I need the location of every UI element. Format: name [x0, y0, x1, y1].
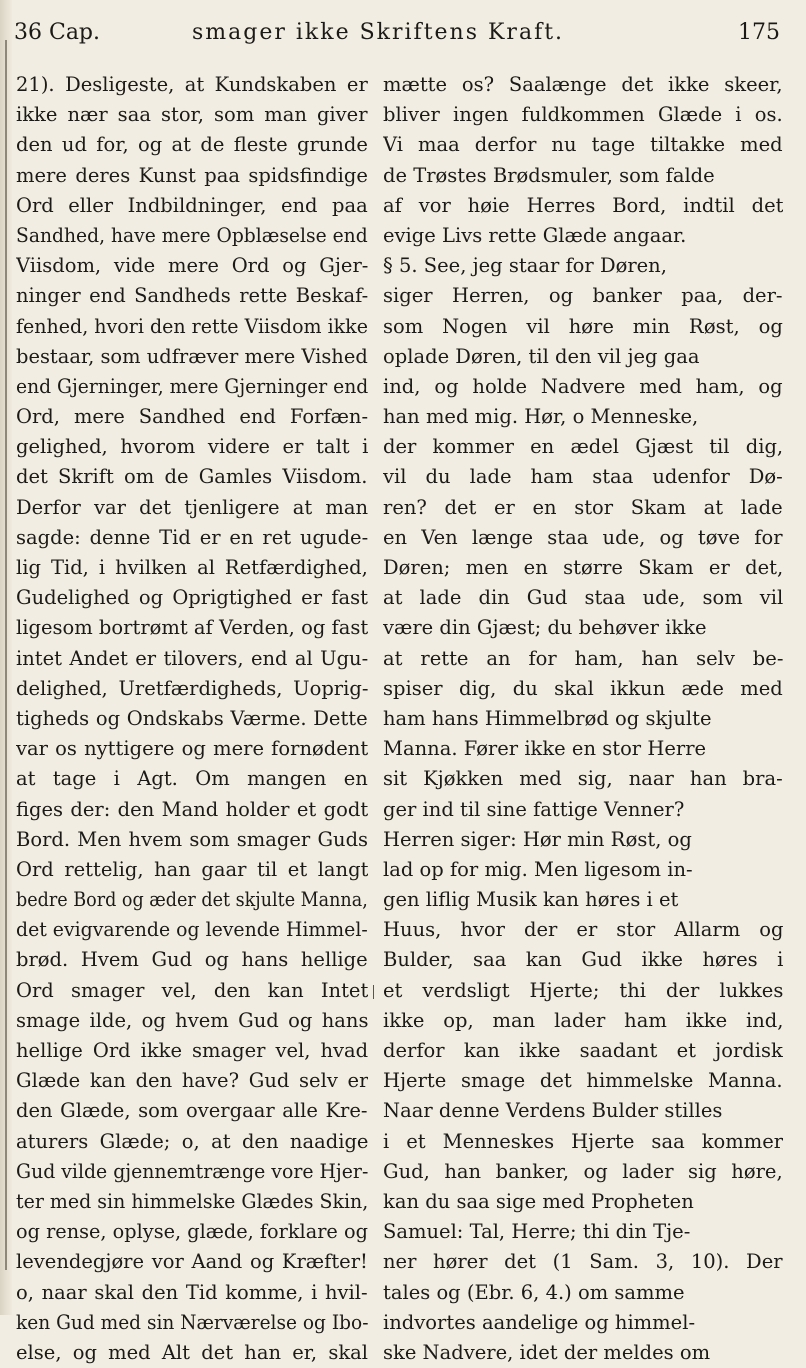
text-line: han med mig. Hør, o Menneske, — [383, 405, 699, 429]
text-line: de Trøstes Brødsmuler, som falde — [383, 163, 715, 187]
text-line: af vor høie Herres Bord, indtil det — [383, 193, 783, 217]
text-line: Glæde kan den have? Gud selv er — [16, 1069, 368, 1093]
text-line: Herren siger: Hør min Røst, og — [383, 827, 692, 851]
text-line: Vi maa derfor nu tage tiltakke med — [383, 133, 783, 157]
text-line: smage ilde, og hvem Gud og hans — [16, 1008, 368, 1032]
text-line: sagde: denne Tid er en ret ugude- — [16, 525, 368, 549]
text-line: tales og (Ebr. 6, 4.) om samme — [383, 1280, 685, 1304]
text-line: Bord. Men hvem som smager Guds — [16, 827, 368, 851]
text-line: ind, og holde Nadvere med ham, og — [383, 374, 783, 398]
text-line: levendegjøre vor Aand og Kræfter! — [16, 1250, 368, 1274]
text-line: aturers Glæde; o, at den naadige — [16, 1129, 368, 1153]
text-line: Ord, mere Sandhed end Forfæn- — [16, 405, 368, 429]
text-line: ger ind til sine fattige Venner? — [383, 797, 685, 821]
page-number: 175 — [738, 20, 780, 45]
text-line: være din Gjæst; du behøver ikke — [383, 616, 707, 640]
text-line: Bulder, saa kan Gud ikke høres i — [383, 948, 783, 972]
text-line: ligesom bortrømt af Verden, og fast — [16, 616, 368, 640]
text-line: et verdsligt Hjerte; thi der lukkes — [383, 978, 783, 1002]
text-line: bliver ingen fuldkommen Glæde i os. — [383, 103, 783, 127]
text-line: hellige Ord ikke smager vel, hvad — [16, 1039, 368, 1062]
text-line: Derfor var det tjenligere at man — [16, 495, 368, 519]
text-line: der kommer en ædel Gjæst til dig, — [383, 435, 783, 459]
text-line: ninger end Sandheds rette Beskaf- — [16, 284, 368, 308]
text-line: Samuel: Tal, Herre; thi din Tje- — [383, 1220, 691, 1244]
text-line: ham hans Himmelbrød og skjulte — [383, 706, 712, 730]
text-line: ken Gud med sin Nærværelse og Ibo- — [16, 1310, 368, 1334]
text-line: ske Nadvere, idet der meldes om — [383, 1340, 711, 1364]
text-line: var os nyttigere og mere fornødent — [16, 737, 368, 761]
text-line: figes der: den Mand holder et godt — [16, 797, 368, 821]
text-line: § 5. See, jeg staar for Døren, — [383, 254, 667, 278]
text-line: det Skrift om de Gamles Viisdom. — [16, 465, 368, 489]
text-line: fenhed, hvori den rette Viisdom ikke — [16, 314, 368, 338]
text-line: i et Menneskes Hjerte saa kommer — [383, 1129, 783, 1153]
text-line: brød. Hvem Gud og hans hellige — [16, 948, 368, 972]
text-line: delighed, Uretfærdigheds, Uoprig- — [16, 676, 368, 700]
text-line: intet Andet er tilovers, end al Ugu- — [16, 646, 368, 670]
text-line: som Nogen vil høre min Røst, og — [383, 314, 783, 338]
binding-line — [5, 40, 7, 1270]
text-line: at tage i Agt. Om mangen en — [16, 767, 368, 791]
left-column — [16, 70, 368, 1368]
text-line: evige Livs rette Glæde angaar. — [383, 223, 687, 247]
text-line: kan du saa sige med Propheten — [383, 1189, 694, 1213]
text-line: siger Herren, og banker paa, der- — [383, 284, 783, 308]
text-line: gen liflig Musik kan høres i et — [383, 888, 679, 912]
text-line: Huus, hvor der er stor Allarm og — [383, 918, 783, 942]
text-line: indvortes aandelige og himmel- — [383, 1310, 696, 1334]
text-line: en Ven længe staa ude, og tøve for — [383, 525, 783, 549]
text-line: derfor kan ikke saadant et jordisk — [383, 1039, 783, 1062]
text-line: Døren; men en større Skam er det, — [383, 556, 783, 579]
text-line: oplade Døren, til den vil jeg gaa — [383, 344, 700, 368]
text-line: Gudelighed og Oprigtighed er fast — [16, 586, 368, 610]
text-line: mætte os? Saalænge det ikke skeer, — [383, 73, 783, 96]
chapter-reference: 36 Cap. — [14, 20, 101, 45]
text-line: den Glæde, som overgaar alle Kre- — [16, 1099, 368, 1123]
text-line: bestaar, som udfræver mere Vished — [16, 344, 368, 368]
text-line: gelighed, hvorom videre er talt i — [16, 435, 368, 459]
text-line: og rense, oplyse, glæde, forklare og — [16, 1220, 368, 1244]
text-line: o, naar skal den Tid komme, i hvil- — [16, 1280, 368, 1304]
running-header — [14, 18, 780, 52]
text-line: spiser dig, du skal ikkun æde med — [383, 676, 783, 700]
text-line: 21). Desligeste, at Kundskaben er — [16, 73, 368, 96]
text-line: Gud vilde gjennemtrænge vore Hjer- — [16, 1159, 368, 1183]
text-line: Viisdom, vide mere Ord og Gjer- — [16, 254, 368, 278]
text-line: at rette an for ham, han selv be- — [383, 646, 783, 670]
text-line: Manna. Fører ikke en stor Herre — [383, 737, 707, 761]
text-line: ter med sin himmelske Glædes Skin, — [16, 1189, 368, 1213]
text-line: Ord smager vel, den kan Intet — [16, 978, 368, 1002]
text-line: Sandhed, have mere Opblæselse end — [16, 223, 368, 247]
text-line: den ud for, og at de fleste grunde — [16, 133, 368, 157]
text-line: ikke op, man lader ham ikke ind, — [383, 1008, 783, 1032]
text-line: mere deres Kunst paa spidsfindige — [16, 163, 368, 187]
text-line: at lade din Gud staa ude, som vil — [383, 586, 783, 610]
text-line: Hjerte smage det himmelske Manna. — [383, 1069, 783, 1093]
right-column — [383, 70, 783, 1368]
text-line: else, og med Alt det han er, skal — [16, 1340, 368, 1364]
text-line: Gud, han banker, og lader sig høre, — [383, 1159, 783, 1183]
text-line: lad op for mig. Men ligesom in- — [383, 857, 693, 881]
text-line: Ord rettelig, han gaar til et langt — [16, 857, 368, 881]
running-title: smager ikke Skriftens Kraft. — [192, 20, 565, 45]
text-line: Naar denne Verdens Bulder stilles — [383, 1099, 723, 1123]
text-line: sit Kjøkken med sig, naar han bra- — [383, 767, 783, 791]
text-line: tigheds og Ondskabs Værme. Dette — [16, 706, 368, 730]
text-line: vil du lade ham staa udenfor Dø- — [383, 465, 783, 489]
text-line: ikke nær saa stor, som man giver — [16, 103, 368, 127]
text-line: det evigvarende og levende Himmel- — [16, 918, 368, 942]
text-line: bedre Bord og æder det skjulte Manna, — [16, 888, 368, 912]
text-line: ren? det er en stor Skam at lade — [383, 495, 783, 519]
column-mark — [373, 985, 374, 999]
text-line: ner hører det (1 Sam. 3, 10). Der — [383, 1250, 783, 1274]
text-line: Ord eller Indbildninger, end paa — [16, 193, 368, 217]
text-line: lig Tid, i hvilken al Retfærdighed, — [16, 556, 368, 579]
text-line: end Gjerninger, mere Gjerninger end — [16, 374, 368, 398]
